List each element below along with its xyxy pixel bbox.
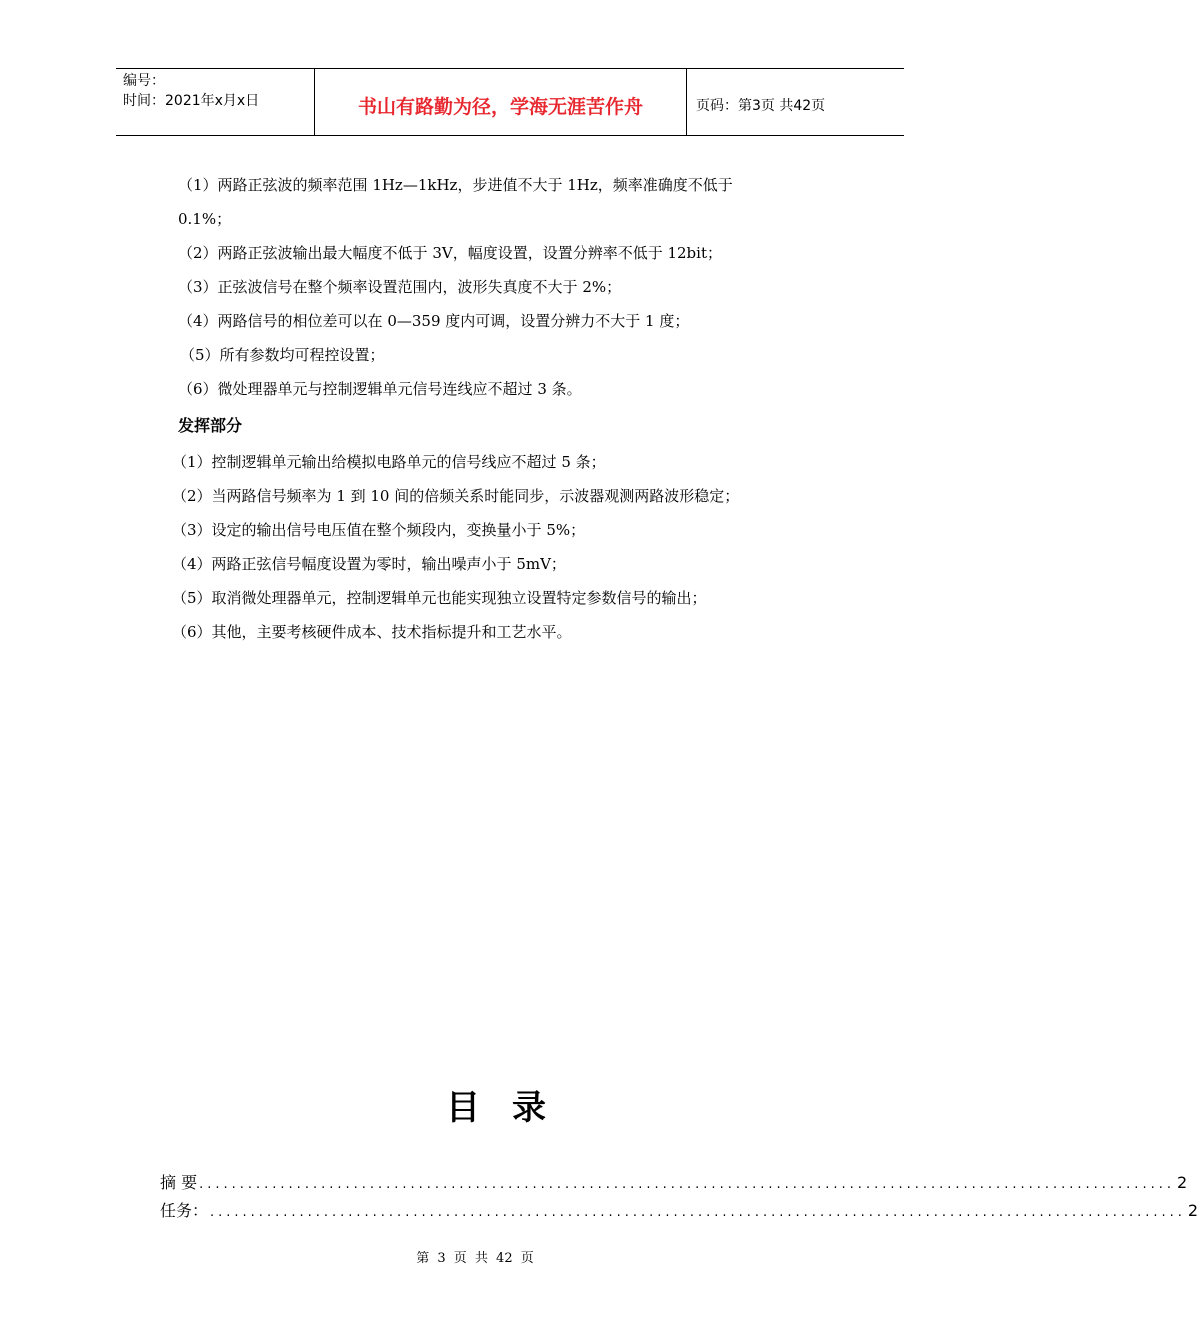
requirement-line: （6）微处理器单元与控制逻辑单元信号连线应不超过 3 条。: [178, 380, 582, 398]
requirement-line: （3）设定的输出信号电压值在整个频段内，变换量小于 5%；: [172, 521, 586, 539]
header-page-info: 页码：第3页 共42页: [696, 98, 826, 114]
page-header: [116, 68, 904, 136]
toc-entry-page: 2: [1187, 1201, 1198, 1220]
toc-leader-dots: ........................................................................................................................: [199, 1177, 1175, 1192]
header-motto-cell: [314, 69, 687, 135]
document-number-label: 编号：: [123, 73, 165, 89]
toc-leader-dots: ........................................................................................................................: [210, 1205, 1186, 1220]
requirement-line: （4）两路信号的相位差可以在 0—359 度内可调，设置分辨力不大于 1 度；: [178, 312, 690, 330]
requirement-line: （1）两路正弦波的频率范围 1Hz—1kHz，步进值不大于 1Hz，频率准确度不低于: [178, 176, 733, 194]
header-motto: 书山有路勤为径，学海无涯苦作舟: [357, 96, 643, 118]
extension-heading: 发挥部分: [178, 416, 243, 435]
toc-entry[interactable]: [160, 1170, 1188, 1192]
document-time-label: 时间：2021年x月x日: [123, 93, 260, 109]
toc-entry-label: 任务：: [160, 1201, 209, 1220]
requirement-line: （6）其他，主要考核硬件成本、技术指标提升和工艺水平。: [172, 623, 572, 641]
requirement-line: （2）当两路信号频率为 1 到 10 间的倍频关系时能同步，示波器观测两路波形稳定；: [172, 487, 740, 505]
requirement-line: （5）所有参数均可程控设置；: [180, 346, 385, 364]
requirement-line: （4）两路正弦信号幅度设置为零时，输出噪声小于 5mV；: [172, 555, 566, 573]
requirement-line: （5）取消微处理器单元，控制逻辑单元也能实现独立设置特定参数信号的输出；: [172, 589, 707, 607]
toc-entry-page: 2: [1176, 1173, 1188, 1192]
page-footer: 第 3 页 共 42 页: [416, 1251, 534, 1266]
toc-entry[interactable]: [160, 1198, 1198, 1220]
header-page-cell: [687, 69, 904, 135]
requirement-line: （2）两路正弦波输出最大幅度不低于 3V，幅度设置，设置分辨率不低于 12bit；: [178, 244, 722, 262]
header-meta-cell: [116, 69, 314, 135]
toc-entry-label: 摘 要: [160, 1173, 198, 1192]
toc-title: 目录: [446, 1088, 578, 1128]
requirement-line: （3）正弦波信号在整个频率设置范围内，波形失真度不大于 2%；: [178, 278, 622, 296]
requirement-line: 0.1%；: [178, 210, 232, 228]
requirement-line: （1）控制逻辑单元输出给模拟电路单元的信号线应不超过 5 条；: [172, 453, 606, 471]
